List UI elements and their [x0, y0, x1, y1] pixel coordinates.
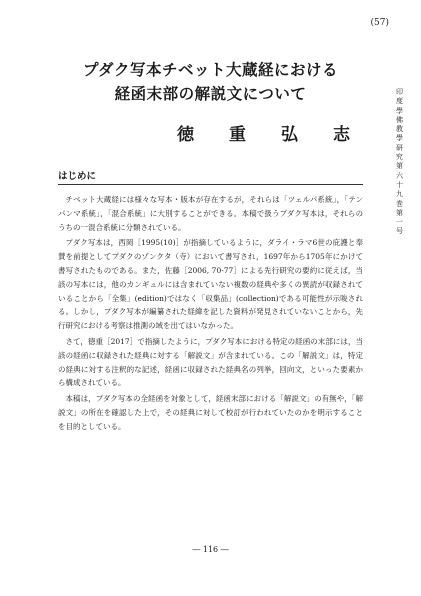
section-heading: はじめに: [58, 171, 97, 182]
paragraph: さて，徳重［2017］で指摘したように，プダク写本における特定の経函の末部には，当該の経函に収録された経典に対する「解説文」が含まれている。この「解説文」は，特定の経典に対する注釈的な記述，経函に収録された経典名の列挙，回向文，といった要素から構成されている。: [58, 336, 363, 388]
body-text: [58, 193, 363, 436]
page-footer-number: ― 116 ―: [192, 545, 229, 554]
paragraph: プダク写本は，西岡［1995(10)］が指摘しているように，ダライ・ラマ6世の庇護と奉賛を前提としてプダクのゾンクタ（寺）において書写され，1697年から1705年にかけて書写されたものである。また，佐藤［2006, 70-77］による先行研究の要約に従えば，当該の写本には，他のカンギュルには含まれていない複数の経典や多くの異読が収録されていることから「全集」(edition)ではなく「収集品」(collection)である可能性が示唆される。しかし，プダク写本が編纂された経緯を記した資料が発見されていないことから，先行研究における考察は推測の域を出てはいなかった。: [58, 238, 363, 331]
section-divider: [58, 184, 363, 185]
author-name: 徳 重 弘 志: [177, 125, 359, 145]
journal-name-vertical: 印度學佛教學研究第六十九巻第一号: [396, 88, 403, 236]
paragraph: 本稿は，プダク写本の全経函を対象として，経函末部における「解説文」の有無や，「解説文」の所在を確認した上で，その経典に対して校訂が行われていたのかを明示することを目的としている。: [58, 394, 363, 431]
paragraph: チベット大蔵経には様々な写本・版本が存在するが，それらは「ツェルパ系統」，「テンパンマ系統」，「混合系統」に大別することができる。本稿で扱うプダク写本は，それらのうちの一混合系統に分類されている。: [58, 195, 363, 232]
paper-title-line-2: 経函末部の解説文について: [114, 84, 307, 103]
page-number: (57): [370, 18, 389, 28]
paper-title-line-1: プダク写本チベット大蔵経における: [83, 60, 338, 79]
